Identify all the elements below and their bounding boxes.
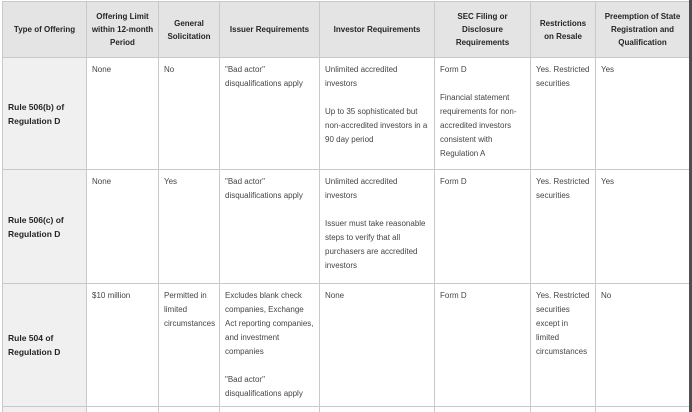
cell-paragraph: Excludes blank check companies, Exchange Act reporting companies, and investment companies — [225, 291, 314, 356]
cell-paragraph: Yes. Restricted securities — [536, 65, 590, 88]
table-row-rule-506c — [3, 170, 690, 284]
cell-sec-filing — [435, 284, 531, 407]
cell-paragraph: Yes — [164, 177, 178, 186]
cell-offering-limit — [87, 284, 159, 407]
row-header-rule-504: Rule 504 of Regulation D — [3, 284, 87, 407]
cell-offering-limit — [87, 58, 159, 170]
cell-paragraph: Yes — [601, 177, 615, 186]
cell-restrictions-on-resale — [531, 284, 596, 407]
cell-paragraph: Financial statement requirements for non-accredited investors consistent with Regulation A — [440, 93, 517, 158]
row-header-partial — [3, 407, 87, 412]
cell-paragraph: Form D — [440, 177, 467, 186]
column-header-offering-limit: Offering Limit within 12-month Period — [87, 2, 159, 58]
regulation-d-exemptions-table — [2, 1, 690, 412]
cell-empty — [220, 407, 320, 412]
column-header-general-solicitation: General Solicitation — [159, 2, 220, 58]
column-header-preemption: Preemption of State Registration and Qualification — [596, 2, 690, 58]
cell-paragraph: Up to 35 sophisticated but non-accredited investors in a 90 day period — [325, 107, 428, 144]
cell-paragraph: No — [601, 291, 612, 300]
table-row-rule-506b — [3, 58, 690, 170]
table-header-row — [3, 2, 690, 58]
table-row-partial — [3, 407, 690, 412]
cell-empty — [531, 407, 596, 412]
cell-preemption — [596, 170, 690, 284]
cell-empty — [320, 407, 435, 412]
column-header-restrictions-on-resale: Restrictions on Resale — [531, 2, 596, 58]
cell-empty — [435, 407, 531, 412]
cell-investor-requirements — [320, 284, 435, 407]
table-row-rule-504 — [3, 284, 690, 407]
cell-empty — [159, 407, 220, 412]
cell-paragraph: No — [164, 65, 175, 74]
cell-preemption — [596, 284, 690, 407]
column-header-investor-requirements: Investor Requirements — [320, 2, 435, 58]
column-header-sec-filing: SEC Filing or Disclosure Requirements — [435, 2, 531, 58]
cell-paragraph: Unlimited accredited investors — [325, 177, 398, 200]
cell-paragraph: $10 million — [92, 291, 131, 300]
cell-paragraph: Form D — [440, 65, 467, 74]
cell-empty — [87, 407, 159, 412]
cell-preemption — [596, 58, 690, 170]
column-header-issuer-requirements: Issuer Requirements — [220, 2, 320, 58]
cell-investor-requirements — [320, 58, 435, 170]
cell-paragraph: Yes. Restricted securities except in limited circumstances — [536, 291, 590, 356]
cell-paragraph: Form D — [440, 291, 467, 300]
cell-paragraph: None — [92, 177, 112, 186]
row-header-rule-506b: Rule 506(b) of Regulation D — [3, 58, 87, 170]
cell-paragraph: "Bad actor" disqualifications apply — [225, 375, 303, 398]
cell-paragraph: "Bad actor" disqualifications apply — [225, 65, 303, 88]
cell-issuer-requirements — [220, 284, 320, 407]
column-header-type-of-offering: Type of Offering — [3, 2, 87, 58]
cell-restrictions-on-resale — [531, 170, 596, 284]
cell-paragraph: Yes — [601, 65, 615, 74]
cell-paragraph: Unlimited accredited investors — [325, 65, 398, 88]
row-header-rule-506c: Rule 506(c) of Regulation D — [3, 170, 87, 284]
cell-issuer-requirements — [220, 170, 320, 284]
cell-offering-limit — [87, 170, 159, 284]
cell-general-solicitation — [159, 284, 220, 407]
cell-paragraph: None — [92, 65, 112, 74]
cell-empty — [596, 407, 690, 412]
cell-general-solicitation — [159, 58, 220, 170]
cell-paragraph: Permitted in limited circumstances — [164, 291, 216, 328]
cell-sec-filing — [435, 170, 531, 284]
cell-sec-filing — [435, 58, 531, 170]
cell-paragraph: Issuer must take reasonable steps to verify that all purchasers are accredited investors — [325, 219, 426, 270]
cell-investor-requirements — [320, 170, 435, 284]
cell-restrictions-on-resale — [531, 58, 596, 170]
cell-paragraph: None — [325, 291, 345, 300]
cell-paragraph: Yes. Restricted securities — [536, 177, 590, 200]
cell-paragraph: "Bad actor" disqualifications apply — [225, 177, 303, 200]
cell-general-solicitation — [159, 170, 220, 284]
cell-issuer-requirements — [220, 58, 320, 170]
